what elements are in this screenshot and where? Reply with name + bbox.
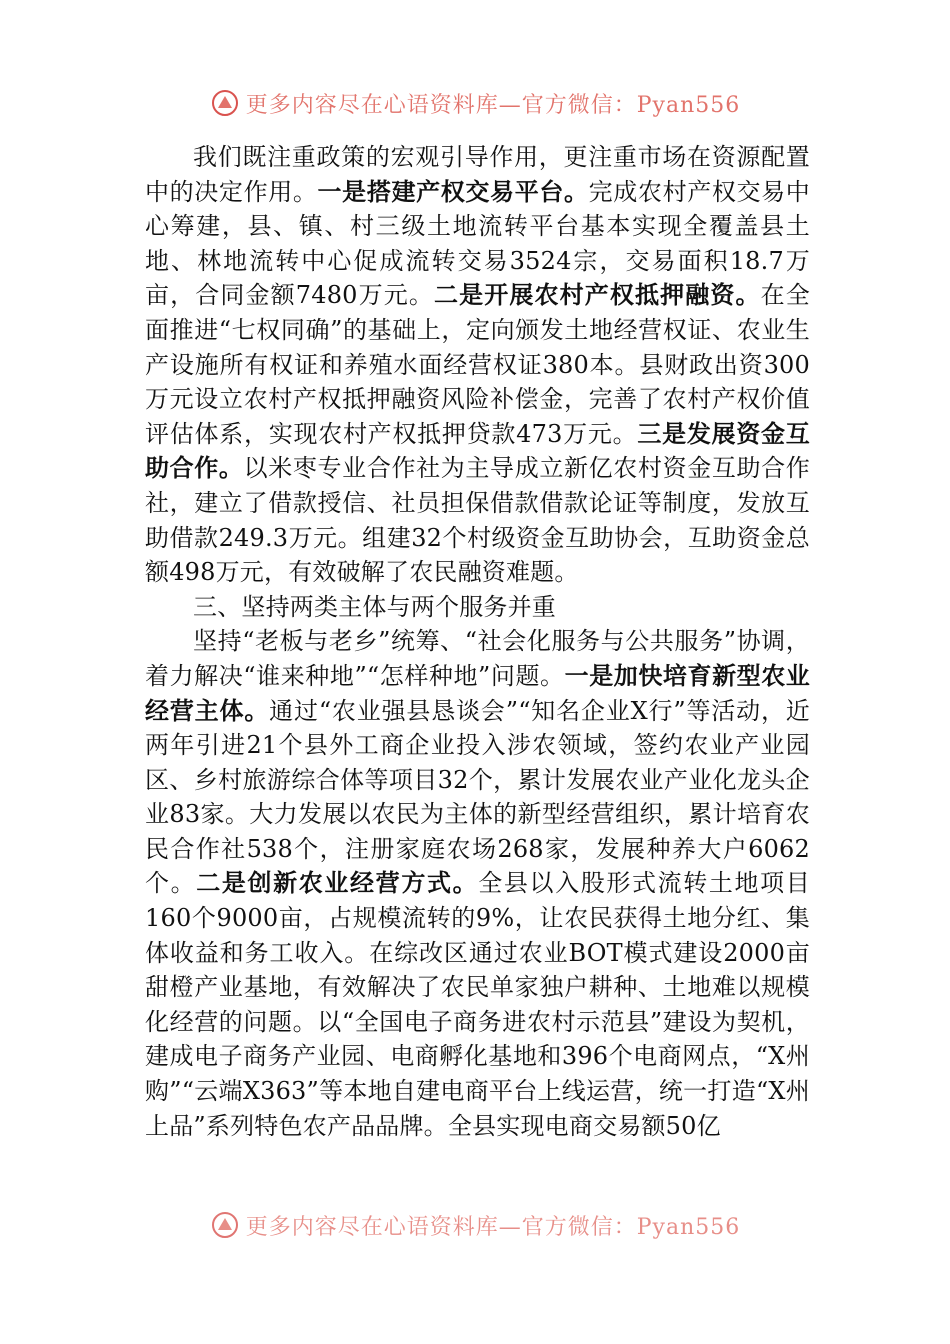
bold-point: 三是发展资金互助合作。 xyxy=(145,418,810,483)
logo-icon xyxy=(210,88,240,124)
document-body xyxy=(145,140,810,1143)
logo-icon xyxy=(210,1210,240,1246)
bold-point: 一是加快培育新型农业经营主体。 xyxy=(145,660,810,725)
watermark-footer xyxy=(0,1210,950,1246)
watermark-text: 更多内容尽在心语资料库—官方微信：Pyan556 xyxy=(245,1215,741,1240)
watermark-header xyxy=(0,88,950,124)
bold-point: 一是搭建产权交易平台。 xyxy=(317,176,589,206)
section-heading: 三、坚持两类主体与两个服务并重 xyxy=(193,592,556,621)
bold-point: 二是创新农业经营方式。 xyxy=(196,868,479,898)
watermark-text: 更多内容尽在心语资料库—官方微信：Pyan556 xyxy=(245,93,741,118)
paragraph-entities: 坚持“老板与老乡”统筹、“社会化服务与公共服务”协调，着力解决“谁来种地”“怎样种地”问题。一是加快培育新型农业经营主体。通过“农业强县恳谈会”“知名企业X行”等活动，近两年引进21个县外工商企业投入涉农领域，签约农业产业园区、乡村旅游综合体等项目32个，累计发展农业产业化龙头企业83家。大力发展以农民为主体的新型经营组织，累计培育农民合作社538个，注册家庭农场268家，发展种养大户6062个。二是创新农业经营方式。全县以入股形式流转土地项目160个9000亩，占规模流转的9%，让农民获得土地分红、集体收益和务工收入。在综改区通过农业BOT模式建设2000亩甜橙产业基地，有效解决了农民单家独户耕种、土地难以规模化经营的问题。以“全国电子商务进农村示范县”建设为契机，建成电子商务产业园、电商孵化基地和396个电商网点，“X州购”“云端X363”等本地自建电商平台上线运营，统一打造“X州上品”系列特色农产品品牌。全县实现电商交易额50亿 xyxy=(145,627,810,1140)
bold-point: 二是开展农村产权抵押融资。 xyxy=(433,280,761,310)
paragraph-financing: 我们既注重政策的宏观引导作用，更注重市场在资源配置中的决定作用。一是搭建产权交易平台。完成农村产权交易中心筹建，县、镇、村三级土地流转平台基本实现全覆盖县土地、林地流转中心促成流转交易3524宗，交易面积18.7万亩，合同金额7480万元。二是开展农村产权抵押融资。在全面推进“七权同确”的基础上，定向颁发土地经营权证、农业生产设施所有权证和养殖水面经营权证380本。县财政出资300万元设立农村产权抵押融资风险补偿金，完善了农村产权价值评估体系，实现农村产权抵押贷款473万元。三是发展资金互助合作。以米枣专业合作社为主导成立新亿农村资金互助合作社，建立了借款授信、社员担保借款借款论证等制度，发放互助借款249.3万元。组建32个村级资金互助协会，互助资金总额498万元，有效破解了农民融资难题。 xyxy=(145,143,811,587)
